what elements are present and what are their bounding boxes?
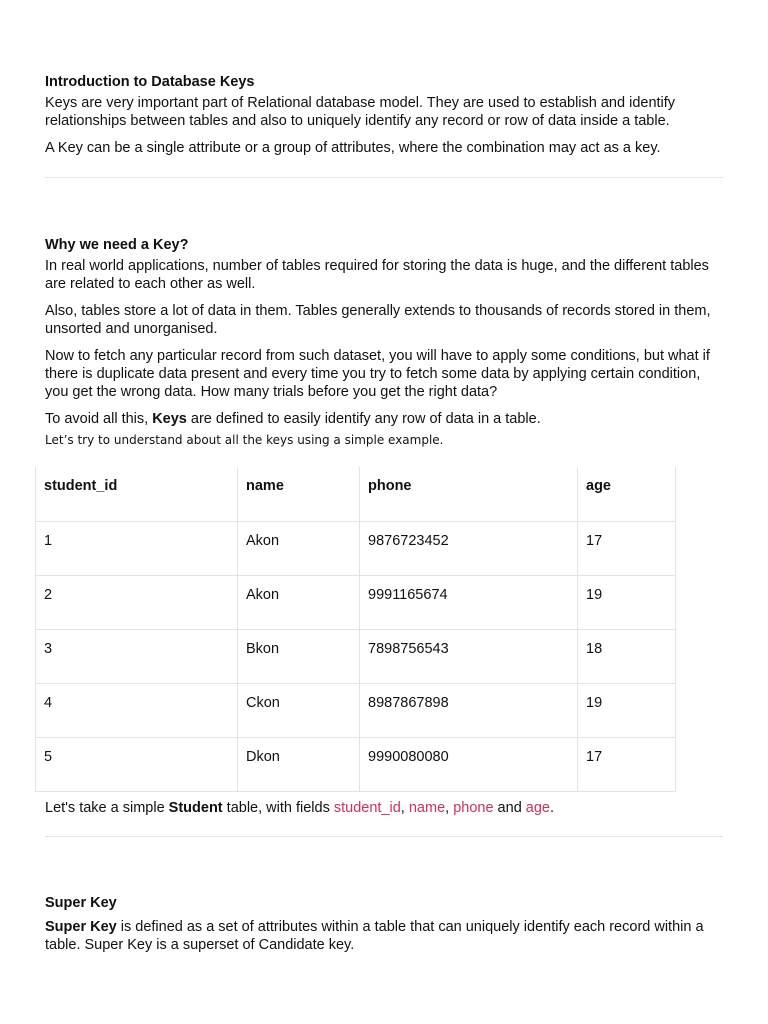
column-header-age: age (578, 467, 676, 521)
student-table (35, 467, 676, 792)
why-paragraph-4 (45, 410, 725, 428)
caption-separator: , (445, 800, 454, 816)
table-caption (45, 799, 725, 826)
caption-end: . (549, 800, 555, 816)
caption-text-before: Let's take a simple (45, 800, 169, 816)
table-row (36, 575, 676, 629)
cell-age: 18 (578, 629, 676, 683)
cell-phone: 9990080080 (360, 737, 578, 791)
why-paragraph-2: Also, tables store a lot of data in them. Tables generally extends to thousands of records stored in them, unsorted and unorganised. (45, 303, 711, 337)
cell-name: Akon (238, 575, 360, 629)
cell-student-id: 3 (36, 629, 238, 683)
why-section (45, 236, 725, 448)
field-student-id: student_id (333, 800, 401, 816)
super-key-paragraph (45, 918, 725, 954)
cell-name: Akon (238, 521, 360, 575)
why-p4-text-after: are defined to easily identify any row of data in a table. (186, 411, 541, 427)
why-paragraph-1: In real world applications, number of tables required for storing the data is huge, and the different tables are related to each other as well. (45, 258, 709, 292)
why-heading: Why we need a Key? (45, 237, 189, 253)
cell-phone: 8987867898 (360, 683, 578, 737)
cell-phone: 9876723452 (360, 521, 578, 575)
cell-age: 19 (578, 683, 676, 737)
student-bold-text: Student (168, 800, 223, 816)
cell-name: Ckon (238, 683, 360, 737)
why-paragraph-3: Now to fetch any particular record from such dataset, you will have to apply some conditions, but what if there is duplicate data present and every time you try to fetch some data by applying certain condition, you get the wrong data. How many trials before you get the right data? (45, 348, 710, 400)
cell-phone: 7898756543 (360, 629, 578, 683)
cell-student-id: 4 (36, 683, 238, 737)
cell-name: Bkon (238, 629, 360, 683)
table-header-row (36, 467, 676, 521)
caption-text-middle: table, with fields (222, 800, 334, 816)
super-key-text: is defined as a set of attributes within a table that can uniquely identify each record within a table. Super Key is a superset of Candidate key. (45, 919, 704, 953)
table-row (36, 737, 676, 791)
table-row (36, 521, 676, 575)
super-key-bold-text: Super Key (45, 919, 117, 935)
caption-separator: , (400, 800, 409, 816)
cell-age: 17 (578, 737, 676, 791)
field-name: name (408, 800, 446, 816)
cell-name: Dkon (238, 737, 360, 791)
cell-student-id: 5 (36, 737, 238, 791)
intro-section (45, 73, 725, 166)
cell-student-id: 2 (36, 575, 238, 629)
super-key-section (45, 894, 725, 963)
cell-age: 19 (578, 575, 676, 629)
table-caption-text (45, 799, 725, 817)
cell-student-id: 1 (36, 521, 238, 575)
intro-paragraph-2: A Key can be a single attribute or a group of attributes, where the combination may act as a key. (45, 140, 661, 156)
column-header-name: name (238, 467, 360, 521)
field-age: age (525, 800, 550, 816)
keys-bold-text: Keys (152, 411, 187, 427)
intro-paragraph-1: Keys are very important part of Relational database model. They are used to establish and identify relationships between tables and also to uniquely identify any record or row of data inside a table. (45, 95, 676, 129)
caption-and: and (493, 800, 526, 816)
cell-phone: 9991165674 (360, 575, 578, 629)
why-p4-text-before: To avoid all this, (45, 411, 153, 427)
intro-heading: Introduction to Database Keys (45, 74, 255, 90)
column-header-student-id: student_id (36, 467, 238, 521)
super-key-heading: Super Key (45, 895, 117, 911)
field-phone: phone (453, 800, 494, 816)
cell-age: 17 (578, 521, 676, 575)
table-row (36, 629, 676, 683)
column-header-phone: phone (360, 467, 578, 521)
table-row (36, 683, 676, 737)
section-divider-2 (45, 836, 723, 837)
example-note: Let’s try to understand about all the keys using a simple example. (45, 433, 444, 447)
section-divider-1 (45, 177, 723, 178)
